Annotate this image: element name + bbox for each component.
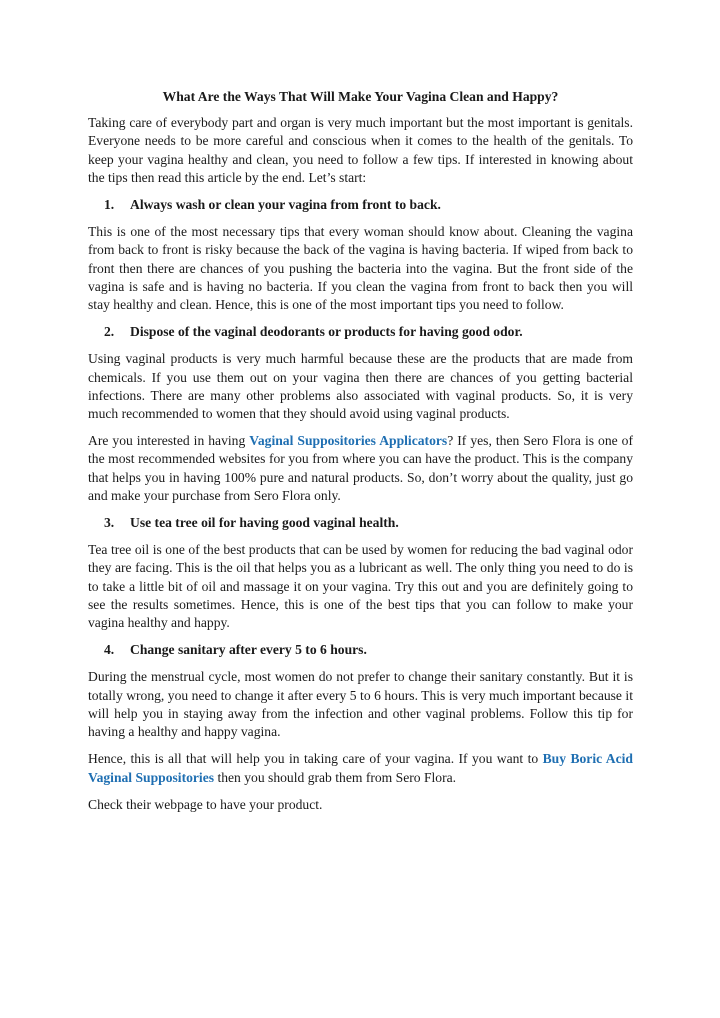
section-heading-3: 3. Use tea tree oil for having good vaginal health. xyxy=(104,515,399,531)
section-body-3: Tea tree oil is one of the best products that can be used by women for reducing the bad vaginal odor they are facing. This is the oil that helps you as a lubricant as well. The only thing you need to do is to take a little bit of oil and massage it on your vagina. Try this out and you are definitely going to see the results sometimes. Hence, this is one of the best tips that you can follow to make your vagina healthy and happy. xyxy=(88,542,633,631)
buy-boric-acid-link[interactable]: Buy Boric Acid Vaginal Suppositories xyxy=(88,751,633,785)
vaginal-suppositories-applicators-link[interactable]: Vaginal Suppositories Applicators xyxy=(249,433,448,449)
section-body-1: This is one of the most necessary tips that every woman should know about. Cleaning the vagina from back to front is risky because the back of the vagina is having bacteria. If wiped from back to front then there are chances of you pushing the bacteria into the vagina. But the front side of the vagina is safe and is having no bacteria. If you clean the vagina from front to back then you will stay healthy and clean. Hence, this is one of the most important tips you need to follow. xyxy=(88,224,633,313)
section-body-2: Using vaginal products is very much harmful because these are the products that are made from chemicals. If you use them out on your vagina then there are chances of you getting bacterial infections. There are many other problems also associated with vaginal products. So, it is very much recommended to women that they should avoid using vaginal products. xyxy=(88,351,633,422)
closing-paragraph: Hence, this is all that will help you in taking care of your vagina. If you want to Buy Boric Acid Vaginal Suppositories then you should grab them from Sero Flora. xyxy=(88,751,633,785)
final-paragraph: Check their webpage to have your product. xyxy=(88,796,323,812)
document-page xyxy=(88,76,633,823)
promo-paragraph: Are you interested in having Vaginal Suppositories Applicators? If yes, then Sero Flora is one of the most recommended websites for you from where you can have the product. This is the company that helps you in having 100% pure and natural products. So, don’t worry about the quality, just go and make your purchase from Sero Flora only. xyxy=(88,433,634,503)
article-title: What Are the Ways That Will Make Your Vagina Clean and Happy? xyxy=(162,89,559,104)
section-body-4: During the menstrual cycle, most women do not prefer to change their sanitary constantly. But it is totally wrong, you need to change it after every 5 to 6 hours. This is very much important because it will help you in staying away from the infection and other vaginal problems. Follow this tip for having a healthy and happy vagina. xyxy=(88,669,633,740)
section-heading-1: 1. Always wash or clean your vagina from front to back. xyxy=(104,197,441,213)
section-heading-4: 4. Change sanitary after every 5 to 6 hours. xyxy=(104,642,367,658)
section-heading-2: 2. Dispose of the vaginal deodorants or products for having good odor. xyxy=(104,324,523,340)
intro-paragraph: Taking care of everybody part and organ is very much important but the most important is genitals. Everyone needs to be more careful and conscious when it comes to the health of the genitals. To keep your vagina healthy and clean, you need to follow a few tips. If interested in knowing about the tips then read this article by the end. Let’s start: xyxy=(88,115,633,185)
